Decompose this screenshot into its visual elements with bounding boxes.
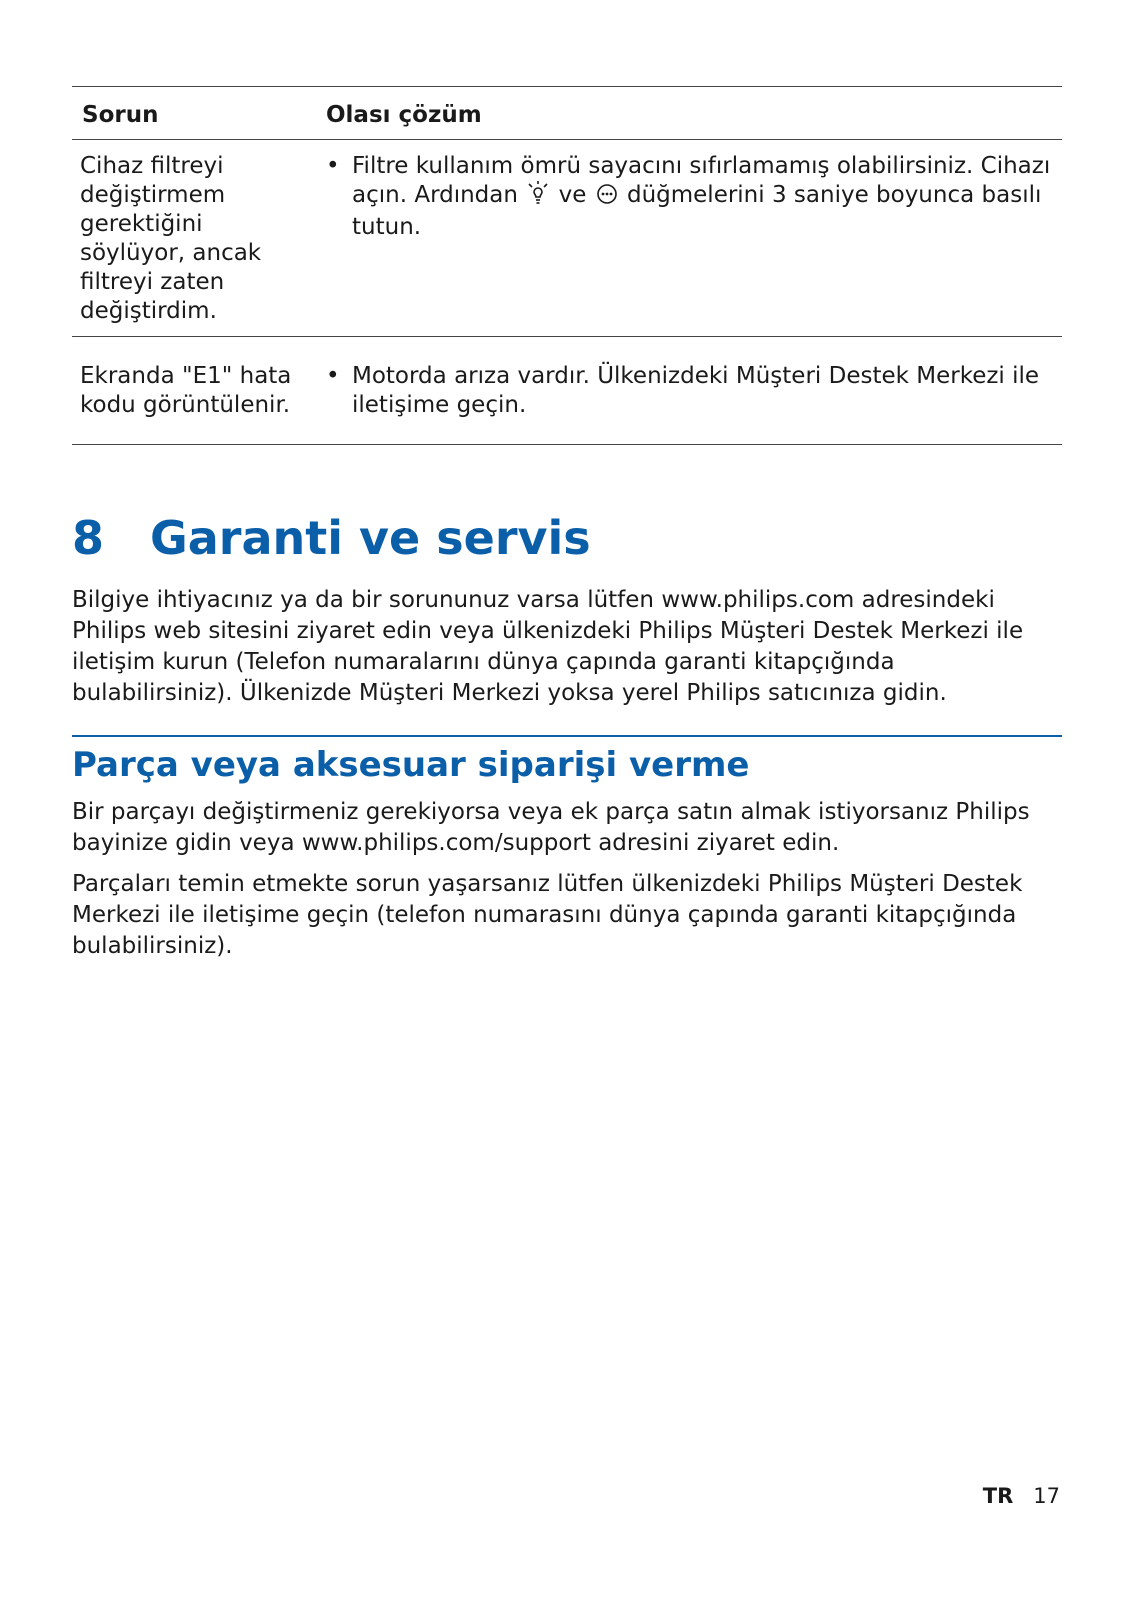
mode-button-icon bbox=[596, 183, 618, 213]
solution-text bbox=[352, 152, 1062, 242]
table-row bbox=[72, 337, 1062, 445]
solution-text-part: düğmelerini 3 saniye boyunca basılı tutun. bbox=[352, 182, 1042, 240]
header-solution: Olası çözüm bbox=[306, 87, 1062, 140]
bullet-dot: • bbox=[326, 153, 340, 179]
section-heading: Parça veya aksesuar siparişi verme bbox=[72, 735, 1062, 787]
problem-cell: Cihaz filtreyi değiştirmem gerektiğini söylüyor, ancak filtreyi zaten değiştirdim. bbox=[72, 140, 306, 337]
chapter-title: Garanti ve servis bbox=[150, 511, 591, 565]
section-paragraph-1: Bir parçayı değiştirmeniz gerekiyorsa veya ek parça satın almak istiyorsanız Philips bayinize gidin veya www.philips.com/support adresini ziyaret edin. bbox=[72, 799, 1030, 856]
solution-bullet bbox=[326, 362, 1062, 420]
solution-text: Motorda arıza vardır. Ülkenizdeki Müşteri Destek Merkezi ile iletişime geçin. bbox=[352, 363, 1040, 418]
section-paragraph-2: Parçaları temin etmekte sorun yaşarsanız lütfen ülkenizdeki Philips Müşteri Destek Merkezi ile iletişime geçin (telefon numarasını dünya çapında garanti kitapçığında bulabilirsiniz). bbox=[72, 871, 1023, 959]
solution-cell bbox=[306, 337, 1062, 445]
troubleshooting-table bbox=[72, 86, 1062, 445]
table-row bbox=[72, 140, 1062, 337]
page-number: 17 bbox=[1033, 1484, 1060, 1508]
light-button-icon bbox=[527, 181, 549, 213]
table-header-row bbox=[72, 87, 1062, 140]
header-problem: Sorun bbox=[72, 87, 306, 140]
chapter-body: Bilgiye ihtiyacınız ya da bir sorununuz varsa lütfen www.philips.com adresindeki Philips web sitesini ziyaret edin veya ülkenizdeki Philips Müşteri Destek Merkezi ile iletişim kurun (Telefon numaralarını dünya çapında garanti kitapçığında bulabilirsiniz). Ülkenizde Müşteri Merkezi yoksa yerel Philips satıcınıza gidin. bbox=[72, 587, 1024, 706]
chapter-heading bbox=[72, 511, 1062, 565]
problem-cell: Ekranda "E1" hata kodu görüntülenir. bbox=[72, 337, 306, 445]
footer-language: TR bbox=[982, 1484, 1014, 1508]
solution-cell bbox=[306, 140, 1062, 337]
solution-text-part: ve bbox=[558, 182, 587, 208]
page-content bbox=[72, 86, 1062, 962]
chapter-number: 8 bbox=[72, 511, 105, 565]
page-footer bbox=[983, 1484, 1060, 1508]
solution-bullet bbox=[326, 152, 1062, 242]
bullet-dot: • bbox=[326, 363, 340, 389]
solution-text-part: Filtre kullanım ömrü sayacını sıfırlamamış olabilirsiniz. Cihazı açın. Ardından bbox=[352, 153, 1051, 208]
